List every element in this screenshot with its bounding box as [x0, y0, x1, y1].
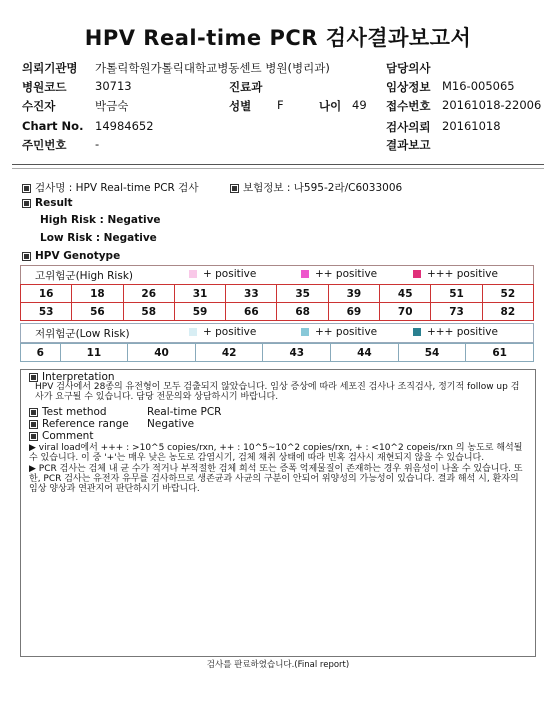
comment-1: ▶ viral load에서 +++ : >10^5 copies/rxn, ++ : 10^5~10^2 copies/rxn, + : <10^2 copeis/rxn 의 농도로 해석될 수 있습니다. 이 중 '+'는 매우 낮은 농도로 감염시기, 검체 채취 상태에 따라 빈혹 검사시 재현되지 않을 수 있습니다.: [29, 443, 523, 463]
genotype-cell: 35: [277, 285, 328, 303]
genotype-cell: 33: [226, 285, 277, 303]
genotype-cell: 44: [331, 344, 399, 362]
interpretation-label: Interpretation: [42, 371, 115, 383]
header-divider-2: [12, 168, 544, 169]
bullet-icon: [230, 184, 239, 193]
genotype-cell: 52: [482, 285, 533, 303]
low-legend-2: ++ positive: [301, 326, 377, 338]
comment-2: ▶ PCR 검사는 검체 내 균 수가 적거나 부적절한 검체 희석 또는 증폭 억제물질이 존재하는 경우 위음성이 나올 수 있습니다. 또한, PCR 검사는 유전자 유무를 검사하므로 생존균과 사균의 구분이 안되어 위양성의 가능성이 있습니다. 결과 해석 시, 환자의 임상 양상과 연관지어 판단하시기 바랍니다.: [29, 464, 523, 494]
low-risk-header: [20, 323, 534, 343]
method-value: Real-time PCR: [147, 406, 222, 418]
high-legend-1: + positive: [189, 268, 256, 280]
result-heading: [22, 197, 73, 209]
clinical-info-value: M16-005065: [442, 79, 515, 93]
hospital-code-label: 병원코드: [22, 80, 67, 94]
reference-row: [29, 418, 129, 430]
table-row: [21, 285, 534, 303]
final-report-note: 검사를 판료하였습니다.(Final report): [206, 660, 350, 670]
bullet-icon: [22, 252, 31, 261]
header-divider: [12, 164, 544, 165]
legend-swatch: [413, 270, 421, 278]
legend-swatch: [189, 270, 197, 278]
insurance-row: [230, 180, 402, 195]
institution-value: 가톨릭학원가톨릭대학교병동센트 병원(병리과): [95, 61, 330, 75]
institution-label: 의뢰기관명: [22, 61, 78, 75]
method-row: [29, 406, 107, 418]
report-title: HPV Real-time PCR 검사결과보고서: [84, 26, 472, 50]
high-risk-header: [20, 265, 534, 285]
genotype-cell: 43: [263, 344, 331, 362]
genotype-cell: 11: [60, 344, 128, 362]
recipient-label: 수진자: [22, 99, 56, 113]
insurance-info: 보험정보 : 나595-2라/C6033006: [243, 182, 403, 194]
method-label: Test method: [42, 406, 107, 418]
genotype-cell: 70: [380, 303, 431, 321]
genotype-cell: 69: [328, 303, 379, 321]
bullet-icon: [22, 184, 31, 193]
high-legend-2: ++ positive: [301, 268, 377, 280]
genotype-cell: 16: [21, 285, 72, 303]
legend-swatch: [189, 328, 197, 336]
genotype-cell: 66: [226, 303, 277, 321]
high-legend-3: +++ positive: [413, 268, 498, 280]
result-label: Result: [35, 197, 73, 209]
low-legend-3: +++ positive: [413, 326, 498, 338]
high-risk-result: High Risk : Negative: [40, 214, 161, 226]
interpretation-box: [20, 369, 536, 657]
age-value: 49: [352, 98, 367, 112]
low-risk-table: [20, 343, 534, 362]
comment-label: Comment: [42, 430, 94, 442]
report-label: 결과보고: [386, 138, 431, 152]
genotype-cell: 40: [128, 344, 196, 362]
table-row: [21, 344, 534, 362]
receipt-label: 접수번호: [386, 99, 431, 113]
hospital-code-value: 30713: [95, 79, 132, 93]
low-risk-title: 저위험군(Low Risk): [35, 328, 130, 340]
bullet-icon: [22, 199, 31, 208]
genotype-cell: 6: [21, 344, 61, 362]
interpretation-text: HPV 검사에서 28종의 유전형이 모두 검출되지 않았습니다. 임상 증상에 따라 세포진 검사나 조직검사, 정기적 follow up 검사가 요구될 수 있습니다. 담당 전문의와 상담하시기 바랍니다.: [35, 382, 520, 402]
genotype-cell: 31: [174, 285, 225, 303]
high-risk-table: [20, 284, 534, 321]
bullet-icon: [29, 420, 38, 429]
genotype-cell: 18: [72, 285, 123, 303]
bullet-icon: [29, 408, 38, 417]
genotype-cell: 26: [123, 285, 174, 303]
genotype-cell: 73: [431, 303, 482, 321]
low-risk-result: Low Risk : Negative: [40, 232, 157, 244]
genotype-cell: 82: [482, 303, 533, 321]
sex-value: F: [277, 98, 284, 112]
table-row: [21, 303, 534, 321]
arrow-icon: ▶: [29, 443, 39, 453]
genotype-cell: 56: [72, 303, 123, 321]
reference-label: Reference range: [42, 418, 129, 430]
legend-swatch: [301, 328, 309, 336]
request-value: 20161018: [442, 119, 501, 133]
id-value: -: [95, 137, 100, 151]
recipient-value: 박금숙: [95, 99, 129, 113]
bullet-icon: [29, 432, 38, 441]
low-legend-1: + positive: [189, 326, 256, 338]
genotype-cell: 42: [195, 344, 263, 362]
chart-label: Chart No.: [22, 119, 84, 133]
dept-label: 진료과: [229, 80, 263, 94]
comment-row: [29, 430, 93, 442]
receipt-value: 20161018-22006: [442, 98, 542, 112]
genotype-cell: 39: [328, 285, 379, 303]
request-label: 검사의뢰: [386, 120, 431, 134]
genotype-cell: 54: [398, 344, 466, 362]
genotype-cell: 68: [277, 303, 328, 321]
genotype-cell: 59: [174, 303, 225, 321]
doctor-label: 담당의사: [386, 61, 431, 75]
genotype-cell: 58: [123, 303, 174, 321]
chart-value: 14984652: [95, 119, 154, 133]
legend-swatch: [301, 270, 309, 278]
genotype-cell: 53: [21, 303, 72, 321]
sex-label: 성별: [229, 99, 252, 113]
clinical-info-label: 임상정보: [386, 80, 431, 94]
age-label: 나이: [319, 99, 342, 113]
genotype-heading: [22, 250, 120, 262]
genotype-cell: 61: [466, 344, 534, 362]
test-name: 검사명 : HPV Real-time PCR 검사: [35, 182, 199, 194]
genotype-cell: 51: [431, 285, 482, 303]
legend-swatch: [413, 328, 421, 336]
test-name-row: [22, 180, 198, 195]
genotype-label: HPV Genotype: [35, 250, 121, 262]
id-label: 주민번호: [22, 138, 67, 152]
high-risk-title: 고위험군(High Risk): [35, 270, 133, 282]
genotype-cell: 45: [380, 285, 431, 303]
bullet-icon: [29, 373, 38, 382]
arrow-icon: ▶: [29, 464, 39, 474]
reference-value: Negative: [147, 418, 195, 430]
